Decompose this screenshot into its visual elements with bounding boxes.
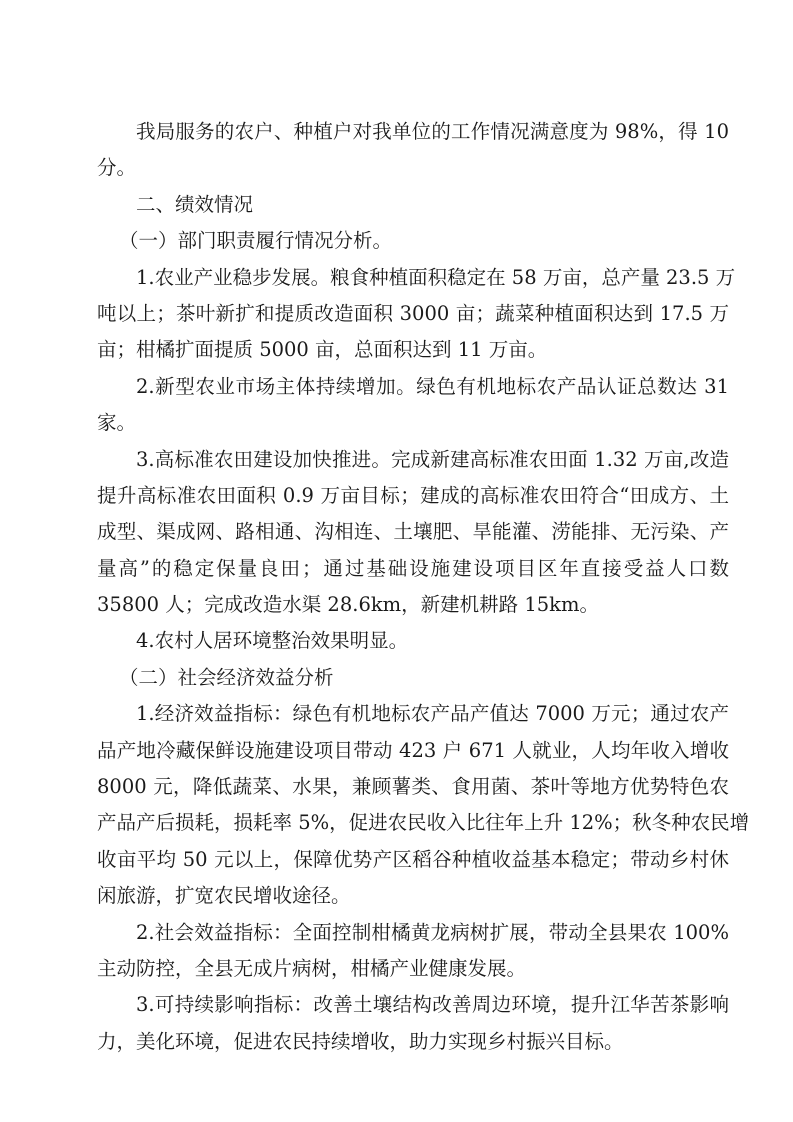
paragraph [97,442,729,624]
text-line: 闲旅游，扩宽农民增收途径。 [97,884,351,908]
paragraph [97,369,729,442]
text-line: 主动防控，全县无成片病树，柑橘产业健康发展。 [97,956,527,980]
text-line: 提升高标准农田面积 0.9 万亩目标；建成的高标准农田符合“田成方、土 [97,483,729,507]
paragraph [97,623,729,659]
paragraph [97,987,729,1060]
text-line: 成型、渠成网、路相通、沟相连、土壤肥、旱能灌、涝能排、无污染、产 [97,520,729,544]
paragraph [97,260,736,369]
text-line: 2.新型农业市场主体持续增加。绿色有机地标农产品认证总数达 31 [136,374,729,398]
section-heading [97,660,729,696]
text-line: 力，美化环境，促进农民持续增收，助力实现乡村振兴目标。 [97,1029,624,1053]
text-line: 35800 人；完成改造水渠 28.6km，新建机耕路 15km。 [97,593,599,617]
text-line: （一）部门职责履行情况分析。 [119,229,393,253]
paragraph [97,114,729,187]
text-line: 产品产后损耗，损耗率 5%，促进农民收入比往年上升 12%；秋冬种农民增 [97,811,750,835]
section-heading [97,187,729,223]
text-line: 8000 元，降低蔬菜、水果，兼顾薯类、食用菌、茶叶等地方优势特色农 [97,775,729,799]
text-line: （二）社会经济效益分析 [119,665,334,689]
text-line: 亩；柑橘扩面提质 5000 亩，总面积达到 11 万亩。 [97,338,548,362]
text-line: 3.高标准农田建设加快推进。完成新建高标准农田面 1.32 万亩,改造 [136,447,729,471]
text-line: 我局服务的农户、种植户对我单位的工作情况满意度为 98%，得 10 [136,120,729,143]
text-line: 品产地冷藏保鲜设施建设项目带动 423 户 671 人就业，人均年收入增收 [97,738,729,762]
text-line: 吨以上；茶叶新扩和提质改造面积 3000 亩；蔬菜种植面积达到 17.5 万 [97,301,729,325]
text-line: 分。 [97,156,137,180]
text-line: 2.社会效益指标：全面控制柑橘黄龙病树扩展，带动全县果农 100% [136,920,729,944]
section-heading [97,223,729,259]
text-line: 3.可持续影响指标：改善土壤结构改善周边环境，提升江华苦茶影响 [136,993,729,1017]
text-line: 收亩平均 50 元以上，保障优势产区稻谷种植收益基本稳定；带动乡村休 [97,847,729,871]
document-page [97,114,750,1060]
text-line: 1.农业产业稳步发展。粮食种植面积稳定在 58 万亩，总产量 23.5 万 [136,265,736,289]
text-line: 家。 [97,411,137,435]
text-line: 1.经济效益指标：绿色有机地标农产品产值达 7000 万元；通过农产 [136,702,729,726]
paragraph [97,696,750,914]
text-line: 二、绩效情况 [136,192,254,216]
text-line: 4.农村人居环境整治效果明显。 [136,629,409,653]
text-line: 量高”的稳定保量良田；通过基础设施建设项目区年直接受益人口数 [97,556,729,580]
paragraph [97,915,729,988]
